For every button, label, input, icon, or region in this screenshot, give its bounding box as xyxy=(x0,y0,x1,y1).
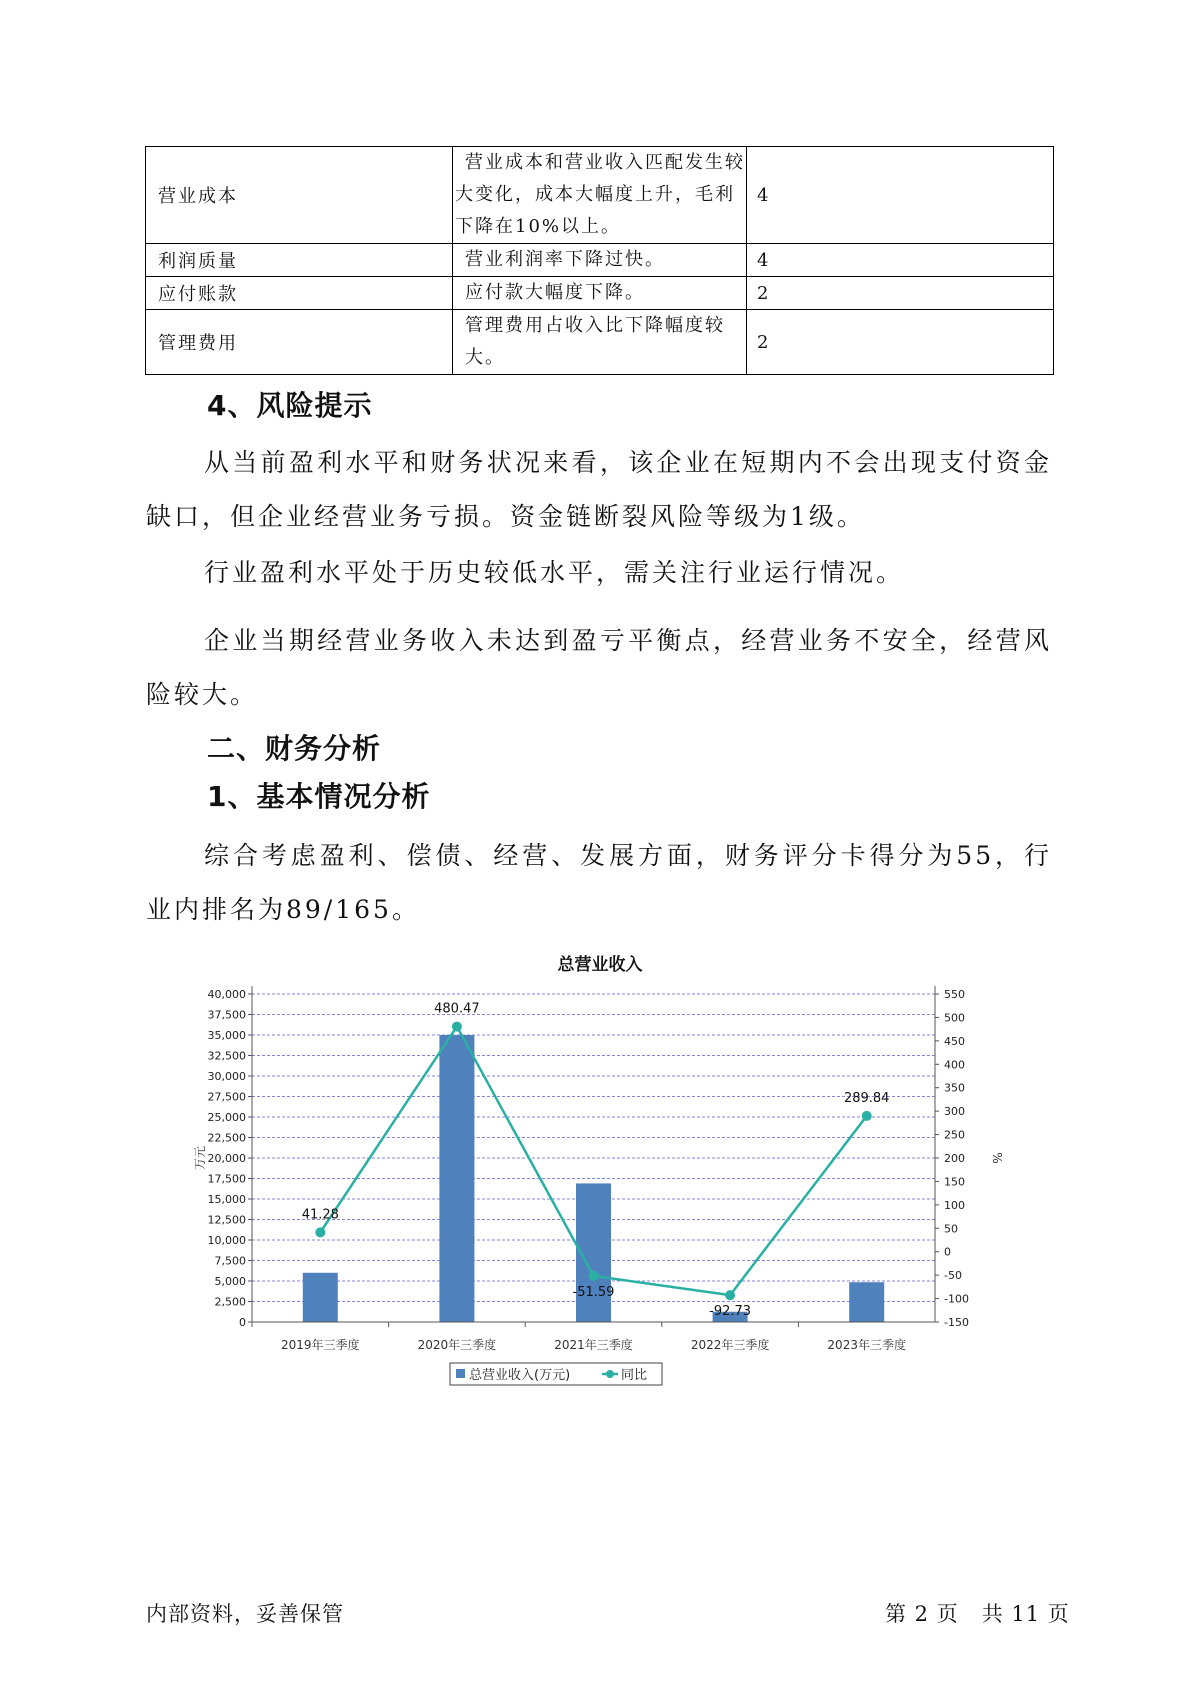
y-tick-label: 2,500 xyxy=(214,1295,246,1309)
risk-description: 营业利润率下降过快。 xyxy=(453,244,747,277)
y2-tick-label: 200 xyxy=(944,1152,965,1165)
y-tick-label: 30,000 xyxy=(207,1070,246,1083)
x-tick-label: 2021年三季度 xyxy=(554,1338,633,1352)
y2-tick-label: 150 xyxy=(944,1175,965,1189)
table-row xyxy=(146,310,1054,375)
y-tick-label: 15,000 xyxy=(207,1193,246,1206)
risk-table xyxy=(145,146,1054,375)
paragraph: 企业当期经营业务收入未达到盈亏平衡点，经营业务不安全，经营风险较大。 xyxy=(146,626,1052,709)
bar xyxy=(439,1035,474,1322)
table-row xyxy=(146,277,1054,310)
data-label: 480.47 xyxy=(434,1001,480,1017)
risk-item: 利润质量 xyxy=(146,244,453,277)
y-tick-label: 5,000 xyxy=(214,1275,246,1288)
data-label: -92.73 xyxy=(709,1304,752,1320)
risk-score: 4 xyxy=(747,147,1054,244)
section-heading-financial: 二、财务分析 xyxy=(207,732,382,765)
x-tick-label: 2020年三季度 xyxy=(417,1338,497,1352)
table-row xyxy=(146,244,1054,277)
y2-tick-label: 500 xyxy=(944,1011,965,1025)
paragraph: 综合考虑盈利、偿债、经营、发展方面，财务评分卡得分为55，行业内排名为89/165。 xyxy=(146,841,1052,924)
y-tick-label: 0 xyxy=(239,1316,246,1329)
y2-tick-label: -150 xyxy=(944,1316,969,1329)
yoy-point xyxy=(589,1271,599,1281)
y2-tick-label: 300 xyxy=(944,1105,965,1119)
y2-tick-label: 400 xyxy=(944,1058,965,1072)
y2-tick-label: 550 xyxy=(944,988,965,1001)
risk-description: 营业成本和营业收入匹配发生较大变化，成本大幅度上升，毛利下降在10%以上。 xyxy=(453,147,747,244)
risk-score: 2 xyxy=(747,310,1054,375)
risk-score: 4 xyxy=(747,244,1054,277)
chart-title: 总营业收入 xyxy=(557,955,643,975)
y-tick-label: 32,500 xyxy=(207,1049,246,1063)
y-tick-label: 7,500 xyxy=(214,1254,246,1268)
y2-tick-label: 350 xyxy=(944,1081,965,1095)
y-tick-label: 27,500 xyxy=(207,1090,246,1104)
y-tick-label: 12,500 xyxy=(207,1213,246,1227)
risk-score: 2 xyxy=(747,277,1054,310)
y-tick-label: 37,500 xyxy=(207,1008,246,1022)
y-tick-label: 10,000 xyxy=(207,1234,246,1247)
paragraph: 从当前盈利水平和财务状况来看，该企业在短期内不会出现支付资金缺口，但企业经营业务亏损。资金链断裂风险等级为1级。 xyxy=(146,448,1052,531)
risk-description: 应付款大幅度下降。 xyxy=(453,277,747,310)
y-tick-label: 35,000 xyxy=(207,1029,246,1042)
y2-tick-label: 450 xyxy=(944,1034,965,1048)
y-tick-label: 40,000 xyxy=(207,988,246,1001)
revenue-chart xyxy=(190,940,1020,1400)
y2-tick-label: -50 xyxy=(944,1269,962,1283)
y2-tick-label: 250 xyxy=(944,1128,965,1142)
paragraph: 行业盈利水平处于历史较低水平，需关注行业运行情况。 xyxy=(204,558,905,587)
legend-swatch-bar xyxy=(456,1369,465,1378)
section-heading-risk: 4、风险提示 xyxy=(207,389,373,422)
risk-item: 应付账款 xyxy=(146,277,453,310)
data-label: 289.84 xyxy=(843,1090,890,1106)
risk-description: 管理费用占收入比下降幅度较大。 xyxy=(453,310,747,375)
yoy-point xyxy=(725,1290,735,1300)
y-tick-label: 20,000 xyxy=(207,1152,246,1165)
y2-axis-label: % xyxy=(990,1152,1004,1164)
sub-heading-basic: 1、基本情况分析 xyxy=(207,780,431,813)
x-tick-label: 2023年三季度 xyxy=(827,1338,906,1352)
footer-page-number: 第 2 页 共 11 页 xyxy=(885,1602,1070,1626)
legend-label-revenue: 总营业收入(万元) xyxy=(469,1368,571,1383)
yoy-point xyxy=(315,1227,325,1237)
legend-swatch-point xyxy=(606,1370,614,1378)
y-axis-label: 万元 xyxy=(193,1145,207,1171)
y2-tick-label: 0 xyxy=(944,1245,951,1259)
legend-label-yoy: 同比 xyxy=(621,1368,648,1383)
x-tick-label: 2019年三季度 xyxy=(281,1338,360,1352)
yoy-point xyxy=(452,1022,462,1032)
y-tick-label: 17,500 xyxy=(207,1172,246,1186)
bar xyxy=(303,1273,338,1322)
y2-tick-label: 100 xyxy=(944,1198,965,1212)
x-tick-label: 2022年三季度 xyxy=(690,1338,770,1352)
bar xyxy=(849,1282,884,1322)
y2-tick-label: 50 xyxy=(944,1222,958,1236)
data-label: 41.28 xyxy=(301,1207,339,1223)
y2-tick-label: -100 xyxy=(944,1292,969,1306)
data-label: -51.59 xyxy=(572,1284,615,1300)
chart-legend xyxy=(450,1363,662,1385)
footer-left: 内部资料，妥善保管 xyxy=(146,1602,344,1626)
y-tick-label: 25,000 xyxy=(207,1111,246,1124)
table-row xyxy=(146,147,1054,244)
risk-item: 营业成本 xyxy=(146,147,453,244)
y-tick-label: 22,500 xyxy=(207,1131,246,1145)
yoy-point xyxy=(862,1111,872,1121)
risk-item: 管理费用 xyxy=(146,310,453,375)
